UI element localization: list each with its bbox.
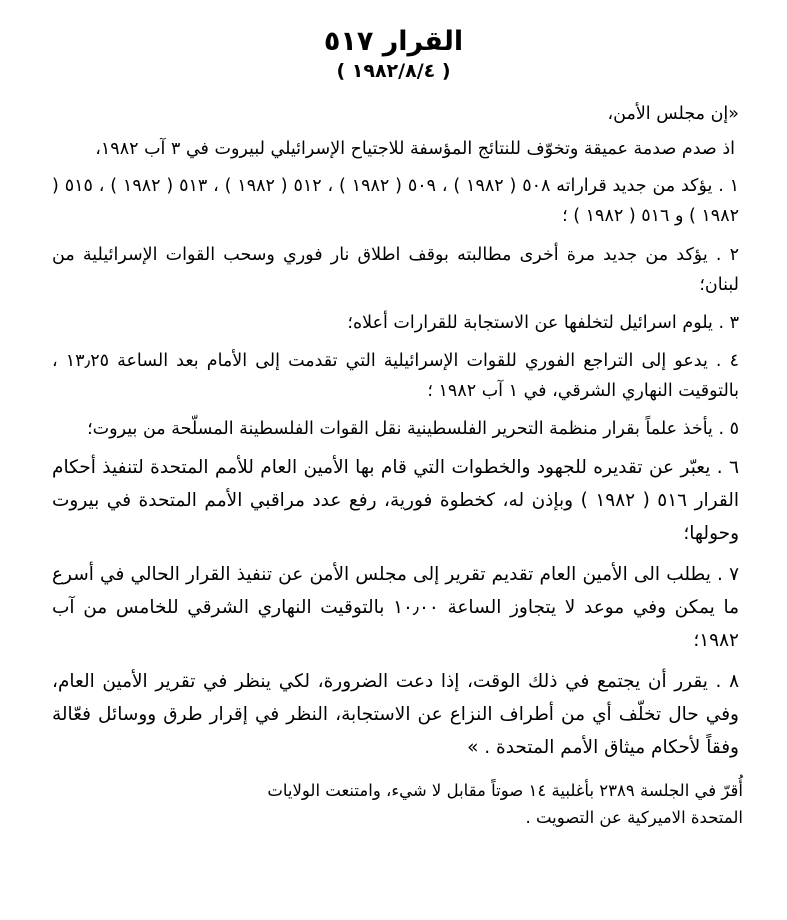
clause-2: ٢ . يؤكد من جديد مرة أخرى مطالبته بوقف اطلاق نار فوري وسحب القوات الإسرائيلية من لبنان؛ [52,244,739,295]
clause-4: ٤ . يدعو إلى التراجع الفوري للقوات الإسرائيلية التي تقدمت إلى الأمام بعد الساعة ١٣٫٢٥ ، بالتوقيت النهاري الشرقي، في ١ آب ١٩٨٢ ؛ [52,350,739,401]
clause-3: ٣ . يلوم اسرائيل لتخلفها عن الاستجابة للقرارات أعلاه؛ [347,312,739,333]
clause-5: ٥ . يأخذ علماً بقرار منظمة التحرير الفلسطينية نقل القوات الفلسطينة المسلّحة من بيروت؛ [87,419,739,440]
adoption-note: أُقرّ في الجلسة ٢٣٨٩ بأغلبية ١٤ صوتاً مقابل لا شيء، وامتنعت الولايات المتحدة الاميركية عن التصويت . [267,781,743,827]
preamble-body: اذ صدم صدمة عميقة وتخوّف للنتائج المؤسفة للاجتياح الإسرائيلي لبيروت في ٣ آب ١٩٨٢، [95,139,735,160]
document-body [42,99,745,764]
document-date: ( ١٩٨٢/٨/٤ ) [336,60,451,83]
clause-6: ٦ . يعبّر عن تقديره للجهود والخطوات التي قام بها الأمين العام للأمم المتحدة لتنفيذ أحكام القرار ٥١٦ ( ١٩٨٢ ) وبإذن له، كخطوة فورية، رفع عدد مراقبي الأمم المتحدة في بيروت وحولها؛ [52,457,740,544]
preamble-opening: «إن مجلس الأمن، [607,104,739,125]
page-title: القرار ٥١٧ [323,26,464,57]
clause-8: ٨ . يقرر أن يجتمع في ذلك الوقت، إذا دعت الضرورة، لكي ينظر في تقرير الأمين العام، وفي حال تخلّف أي من أطراف النزاع عن الاستجابة، النظر في إقرار طرق ووسائل فعّالة وفقاً لأحكام ميثاق الأمم المتحدة . » [52,670,739,758]
clause-1: ١ . يؤكد من جديد قراراته ٥٠٨ ( ١٩٨٢ ) ، ٥٠٩ ( ١٩٨٢ ) ، ٥١٢ ( ١٩٨٢ ) ، ٥١٣ ( ١٩٨٢ ) ، ٥١٥ ( ١٩٨٢ ) و ٥١٦ ( ١٩٨٢ ) ؛ [52,176,740,227]
clause-7: ٧ . يطلب الى الأمين العام تقديم تقرير إلى مجلس الأمن عن تنفيذ القرار الحالي في أسرع ما يمكن وفي موعد لا يتجاوز الساعة ١٠٫٠٠ بالتوقيت النهاري الشرقي للخامس من آب ١٩٨٢؛ [52,563,739,651]
